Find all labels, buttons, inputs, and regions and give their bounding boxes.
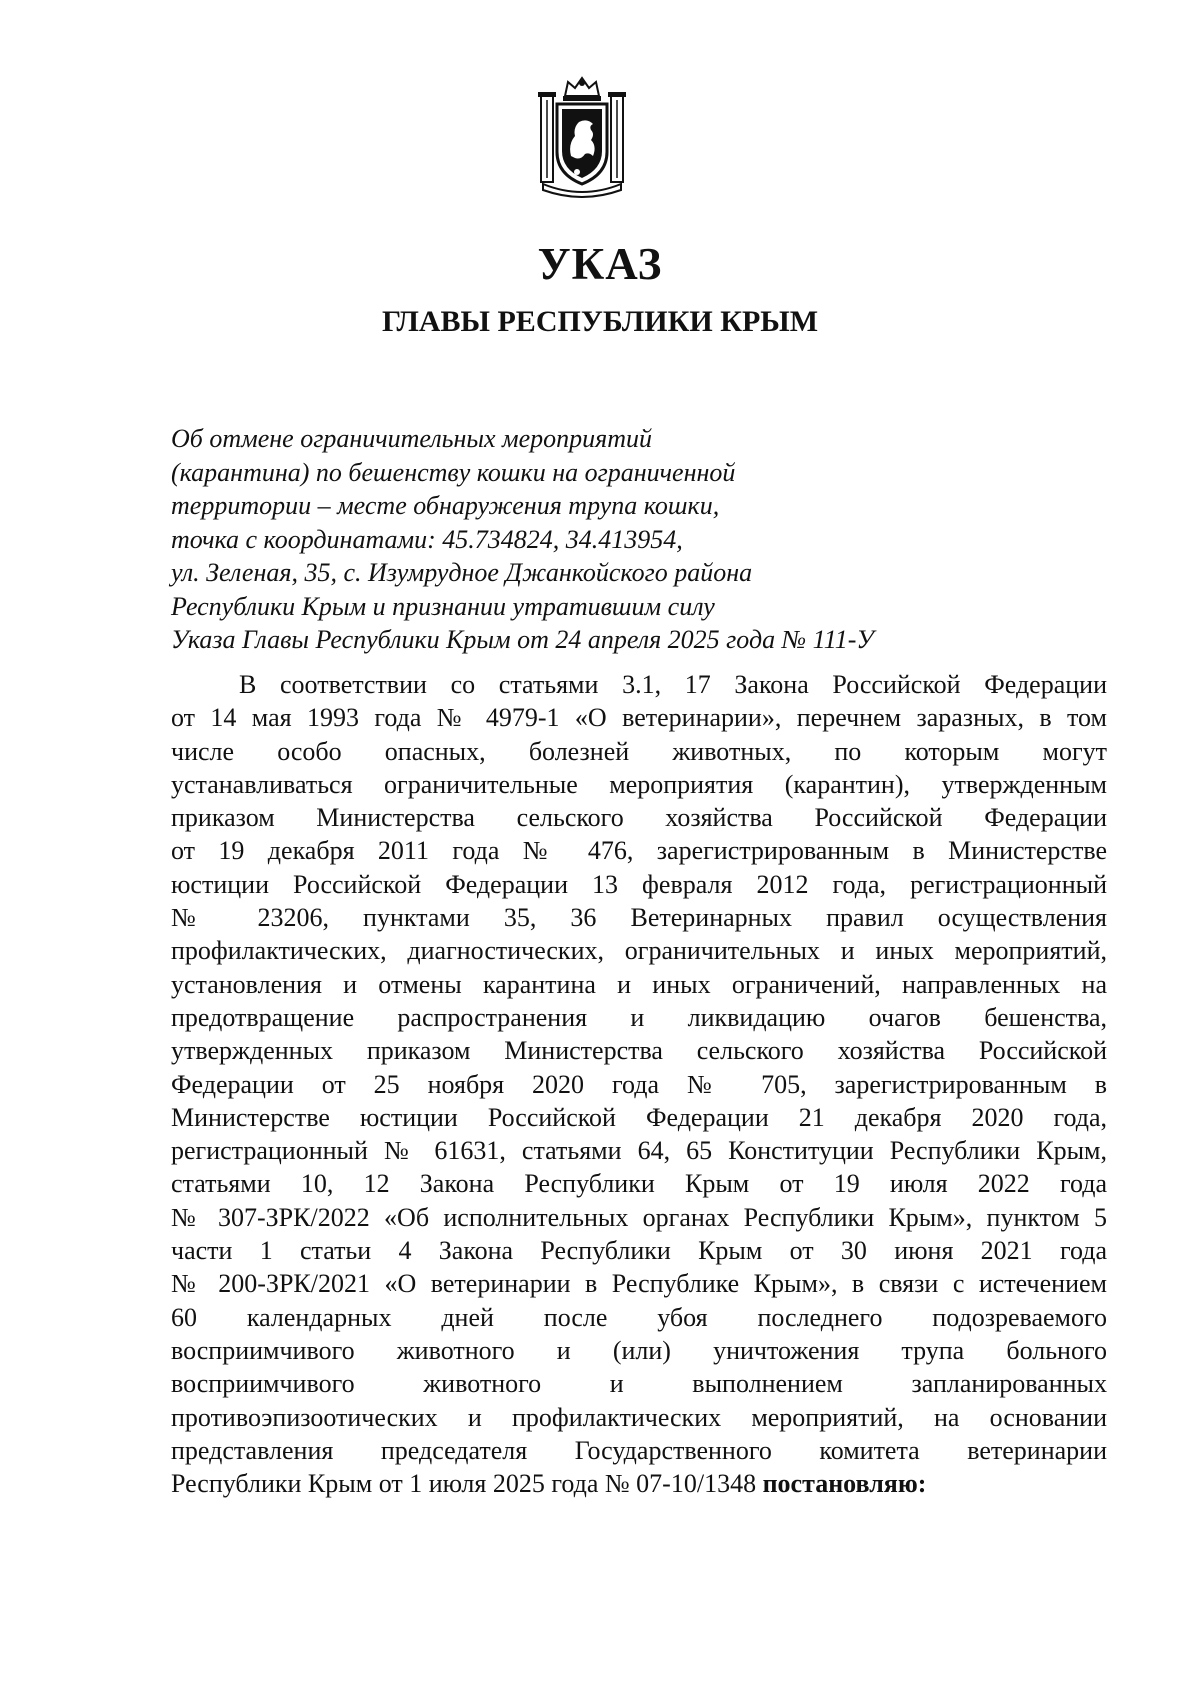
body-line: восприимчивого животного и (или) уничтожения трупа больного: [171, 1335, 1107, 1365]
body-line: № 23206, пунктами 35, 36 Ветеринарных правил осуществления: [171, 903, 1107, 933]
body-line: устанавливаться ограничительные мероприятия (карантин), утвержденным: [171, 769, 1107, 799]
subject-line: Указа Главы Республики Крым от 24 апреля 2025 года № 111-У: [171, 625, 874, 654]
body-line: предотвращение распространения и ликвидацию очагов бешенства,: [171, 1002, 1107, 1032]
subject-line: Республики Крым и признании утратившим силу: [171, 591, 715, 621]
body-line: Федерации от 25 ноября 2020 года № 705, зарегистрированным в: [171, 1069, 1107, 1099]
decision-word: постановляю:: [762, 1469, 927, 1499]
body-line: представления председателя Государственного комитета ветеринарии: [171, 1435, 1107, 1465]
subject-line: Об отмене ограничительных мероприятий: [171, 424, 653, 453]
body-line: № 200-ЗРК/2021 «О ветеринарии в Республике Крым», в связи с истечением: [171, 1269, 1107, 1299]
body-line: профилактических, диагностических, ограничительных и иных мероприятий,: [171, 936, 1107, 966]
body-line: утвержденных приказом Министерства сельского хозяйства Российской: [171, 1036, 1107, 1066]
body-line: восприимчивого животного и выполнением запланированных: [171, 1369, 1107, 1399]
body-line: № 307-ЗРК/2022 «Об исполнительных органах Республики Крым», пунктом 5: [171, 1202, 1107, 1232]
body-line: противоэпизоотических и профилактических мероприятий, на основании: [171, 1402, 1107, 1432]
body-line-text: Республики Крым от 1 июля 2025 года № 07-10/1348: [171, 1469, 757, 1499]
body-line: В соответствии со статьями 3.1, 17 Закона Российской Федерации: [239, 670, 1107, 699]
body-line: числе особо опасных, болезней животных, по которым могут: [171, 736, 1107, 766]
body-line: регистрационный № 61631, статьями 64, 65 Конституции Республики Крым,: [171, 1136, 1107, 1166]
preamble-paragraph: [171, 668, 1107, 1500]
body-line: части 1 статьи 4 Закона Республики Крым от 30 июня 2021 года: [171, 1236, 1107, 1266]
crimea-coat-of-arms-icon: [535, 74, 629, 198]
body-line: Министерстве юстиции Российской Федерации 21 декабря 2020 года,: [171, 1102, 1107, 1132]
document-subtitle: ГЛАВЫ РЕСПУБЛИКИ КРЫМ: [381, 305, 819, 338]
body-last-line: [171, 1467, 1107, 1500]
body-line: юстиции Российской Федерации 13 февраля 2012 года, регистрационный: [171, 869, 1107, 899]
body-line: статьями 10, 12 Закона Республики Крым от 19 июля 2022 года: [171, 1169, 1107, 1199]
subject-line: территории – месте обнаружения трупа кошки,: [171, 491, 720, 520]
body-line: от 19 декабря 2011 года № 476, зарегистрированным в Министерстве: [171, 836, 1107, 866]
body-line: установления и отмены карантина и иных ограничений, направленных на: [171, 969, 1107, 999]
subject-line: (карантина) по бешенству кошки на ограниченной: [171, 457, 736, 487]
subject-line: ул. Зеленая, 35, с. Изумрудное Джанкойского района: [171, 558, 753, 587]
decree-subject: [171, 422, 1071, 657]
subject-line: точка с координатами: 45.734824, 34.413954,: [171, 524, 683, 554]
body-line: от 14 мая 1993 года № 4979-1 «О ветеринарии», перечнем заразных, в том: [171, 703, 1107, 733]
body-line: 60 календарных дней после убоя последнего подозреваемого: [171, 1302, 1107, 1332]
body-line: приказом Министерства сельского хозяйства Российской Федерации: [171, 803, 1107, 833]
document-title: УКАЗ: [537, 239, 663, 289]
